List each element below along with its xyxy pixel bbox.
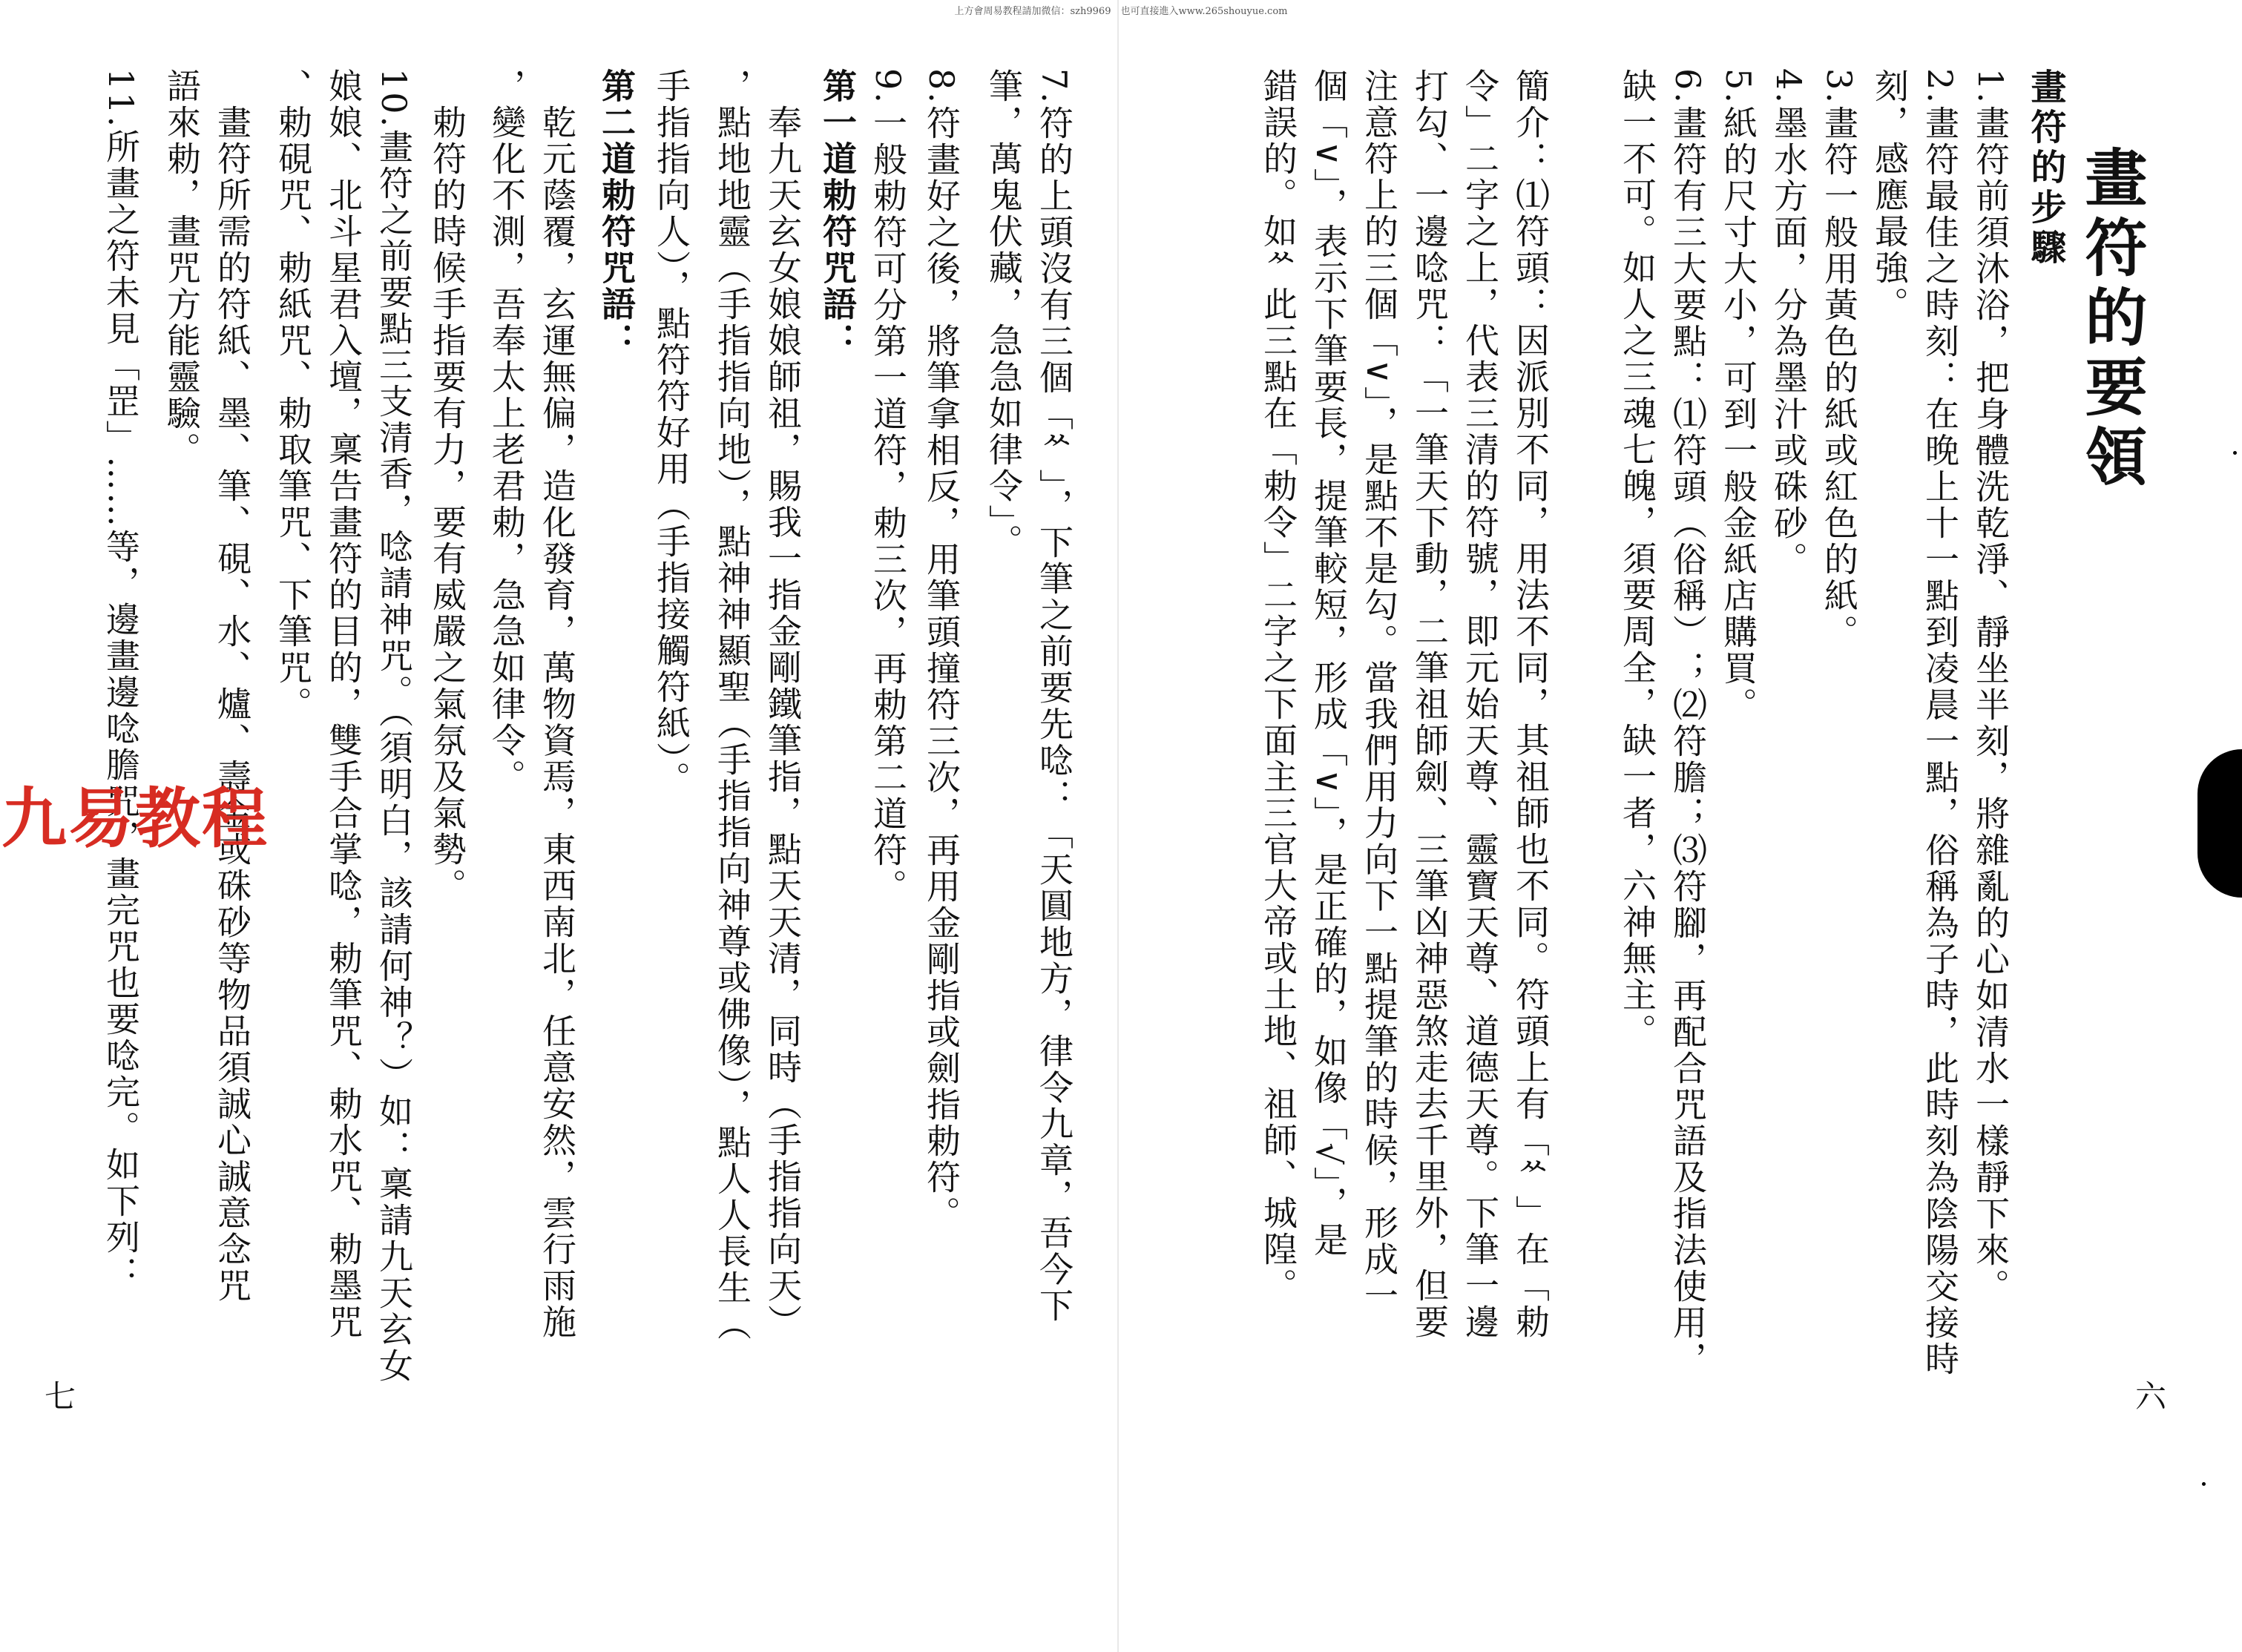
- scan-edge-shadow: [2197, 749, 2242, 898]
- intro-paragraph-line: 簡介：⑴符頭：因派別不同，用法不同，其祖師也不同。符頭上有「ᄊ」在「勅: [1510, 68, 1551, 1340]
- intro-paragraph-line: 令」二字之上，代表三清的符號，即元始天尊、靈寶天尊、道德天尊。下筆一邊: [1460, 68, 1500, 1340]
- step-5: 5.紙的尺寸大小，可到一般金紙店購買。: [1718, 68, 1758, 723]
- materials-paragraph: 畫符所需的符紙、墨、筆、硯、水、爐、壽金或硃砂等物品須誠心誠意念咒: [212, 68, 252, 1304]
- step-8: 8.符畫好之後，將筆拿相反，用筆頭撞符三次，再用金剛指或劍指勅符。: [921, 68, 961, 1232]
- intro-paragraph-line: 個「∨」，表示下筆要長，提筆較短，形成「∨」，是正確的，如像「√」，是: [1309, 68, 1349, 1259]
- step-7: 7.符的上頭沒有三個「ᄊ」，下筆之前要先唸：「天圓地方，律令九章，吾今下: [1034, 68, 1074, 1324]
- scan-speck: [2233, 451, 2237, 455]
- intro-paragraph-line: 打勾、一邊唸咒：「一筆天下動，二筆祖師劍、三筆凶神惡煞走去千里外，但要: [1410, 68, 1450, 1340]
- intro-paragraph-line: 注意符上的三個「∨」，是點不是勾。當我們用力向下一點提筆的時候，形成一: [1359, 68, 1399, 1314]
- incantation-1-line: ，點地地靈（手指指向地），點神神顯聖（手指指向神尊或佛像），點人人長生（: [712, 68, 752, 1343]
- watermark-logo: 九易教程: [1, 780, 269, 857]
- materials-paragraph: 語來勅，畫咒方能靈驗。: [162, 68, 202, 468]
- step-4: 4.墨水方面，分為墨汁或硃砂。: [1769, 68, 1809, 578]
- incantation-2-line: ，變化不測，吾奉太上老君勅，急急如律令。: [487, 68, 527, 795]
- top-banner: 上方會周易教程請加微信：szh9969 也可直接進入www.265shouyue.com: [954, 6, 1288, 17]
- incantation-1-heading: 第一道勅符咒語：: [818, 68, 858, 359]
- section-heading: 畫符的步驟: [2025, 68, 2066, 269]
- step-10-continued: 娘娘、北斗星君入壇，稟告畫符的目的，雙手合掌唸，勅筆咒、勅水咒、勅墨咒: [323, 68, 364, 1340]
- step-10-continued: 、勅硯咒、勅紙咒、勅取筆咒、下筆咒。: [273, 68, 313, 723]
- page-number: 七: [45, 1378, 76, 1415]
- step-1: 1.畫符前須沐浴，把身體洗乾淨、靜坐半刻，將雜亂的心如清水一樣靜下來。: [1970, 68, 2011, 1305]
- step-10: 10.畫符之前要點三支清香，唸請神咒。（須明白，該請何神？）如：稟請九天玄女: [374, 68, 414, 1385]
- scan-speck: [2202, 1482, 2206, 1486]
- intro-paragraph-line: 錯誤的。如ᄊ此三點在「勅令」二字之下面主三官大帝或土地、祖師、城隍。: [1258, 68, 1298, 1304]
- step-9: 9.一般勅符可分第一道符，勅三次，再勅第二道符。: [868, 68, 908, 905]
- incantation-note: 勅符的時候手指要有力，要有威嚴之氣氛及氣勢。: [427, 68, 467, 904]
- page-number: 六: [2135, 1378, 2167, 1415]
- step-6: 6.畫符有三大要點：⑴符頭（俗稱）；⑵符膽；⑶符腳，再配合咒語及指法使用，: [1668, 68, 1708, 1378]
- step-7-continued: 筆，萬鬼伏藏，急急如律令」。: [984, 68, 1024, 560]
- step-11: 11.所畫之符未見「罡」……等，邊畫邊唸膽咒，畫完咒也要唸完。如下列：: [101, 68, 141, 1293]
- page-title: 畫符的要領: [2075, 145, 2149, 494]
- step-2: 2.畫符最佳之時刻：在晚上十一點到凌晨一點，俗稱為子時，此時刻為陰陽交接時: [1920, 68, 1960, 1378]
- step-3: 3.畫符一般用黃色的紙或紅色的紙。: [1819, 68, 1859, 651]
- page-gutter: [1117, 0, 1119, 1652]
- incantation-2-line: 乾元蔭覆，玄運無偏，造化發育，萬物資焉，東西南北，任意安然，雲行雨施: [537, 68, 577, 1340]
- incantation-1-line: 手指指向人），點符符好用（手指接觸符紙）。: [651, 68, 691, 797]
- incantation-2-heading: 第二道勅符咒語：: [596, 68, 637, 359]
- step-6-continued: 缺一不可。如人之三魂七魄，須要周全，缺一者，六神無主。: [1617, 68, 1657, 1050]
- incantation-1-line: 奉九天玄女娘娘師祖，賜我一指金剛鐵筆指，點天天清，同時（手指指向天）: [763, 68, 803, 1340]
- step-2-continued: 刻，感應最強。: [1870, 68, 1910, 323]
